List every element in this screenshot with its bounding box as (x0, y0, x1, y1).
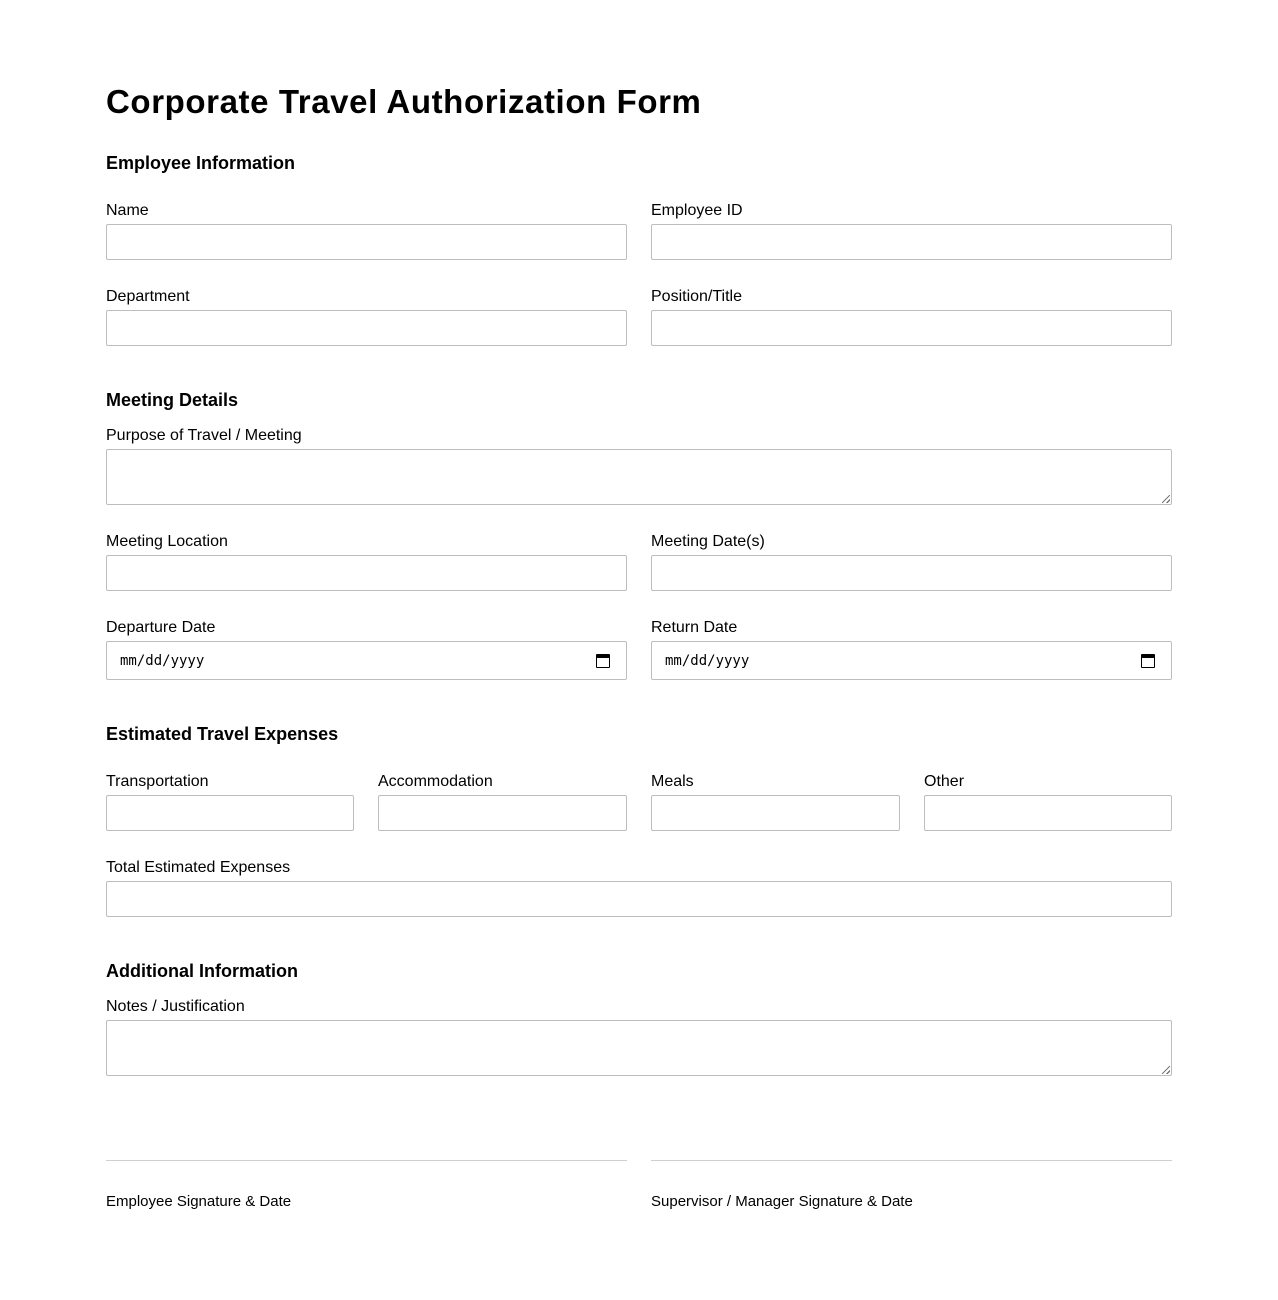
resize-grip-icon[interactable] (1162, 495, 1170, 503)
employee-signature-line (106, 1160, 627, 1161)
meeting-dates-label: Meeting Date(s) (651, 533, 765, 550)
section-title-employee: Employee Information (106, 153, 296, 173)
section-title-expenses: Estimated Travel Expenses (106, 724, 339, 744)
calendar-icon[interactable] (1141, 654, 1155, 668)
form-title: Corporate Travel Authorization Form (106, 83, 702, 120)
transportation-label: Transportation (106, 773, 209, 790)
departure-date-input[interactable] (106, 641, 627, 680)
meeting-location-label: Meeting Location (106, 533, 228, 550)
name-input[interactable] (106, 224, 627, 260)
return-date-label: Return Date (651, 619, 738, 636)
accommodation-label: Accommodation (378, 773, 493, 790)
section-title-additional: Additional Information (106, 961, 298, 981)
accommodation-input[interactable] (378, 795, 627, 831)
total-expenses-input[interactable] (106, 881, 1172, 917)
supervisor-signature-label: Supervisor / Manager Signature & Date (651, 1193, 913, 1210)
position-input[interactable] (651, 310, 1172, 346)
other-input[interactable] (924, 795, 1172, 831)
departure-date-placeholder: mm/dd/yyyy (120, 652, 205, 669)
purpose-label: Purpose of Travel / Meeting (106, 427, 302, 444)
calendar-icon[interactable] (596, 654, 610, 668)
notes-textarea[interactable] (106, 1020, 1172, 1076)
meals-label: Meals (651, 773, 694, 790)
transportation-input[interactable] (106, 795, 354, 831)
return-date-placeholder: mm/dd/yyyy (665, 652, 750, 669)
employee-signature-label: Employee Signature & Date (106, 1193, 292, 1210)
notes-label: Notes / Justification (106, 998, 245, 1015)
departure-date-label: Departure Date (106, 619, 216, 636)
return-date-input[interactable] (651, 641, 1172, 680)
purpose-textarea[interactable] (106, 449, 1172, 505)
resize-grip-icon[interactable] (1162, 1066, 1170, 1074)
supervisor-signature-line (651, 1160, 1172, 1161)
section-title-meeting: Meeting Details (106, 390, 239, 410)
total-expenses-label: Total Estimated Expenses (106, 859, 291, 876)
name-label: Name (106, 202, 149, 219)
other-label: Other (924, 773, 965, 790)
employee-id-input[interactable] (651, 224, 1172, 260)
meeting-dates-input[interactable] (651, 555, 1172, 591)
meeting-location-input[interactable] (106, 555, 627, 591)
meals-input[interactable] (651, 795, 900, 831)
department-input[interactable] (106, 310, 627, 346)
employee-id-label: Employee ID (651, 202, 743, 219)
department-label: Department (106, 288, 190, 305)
position-label: Position/Title (651, 288, 742, 305)
